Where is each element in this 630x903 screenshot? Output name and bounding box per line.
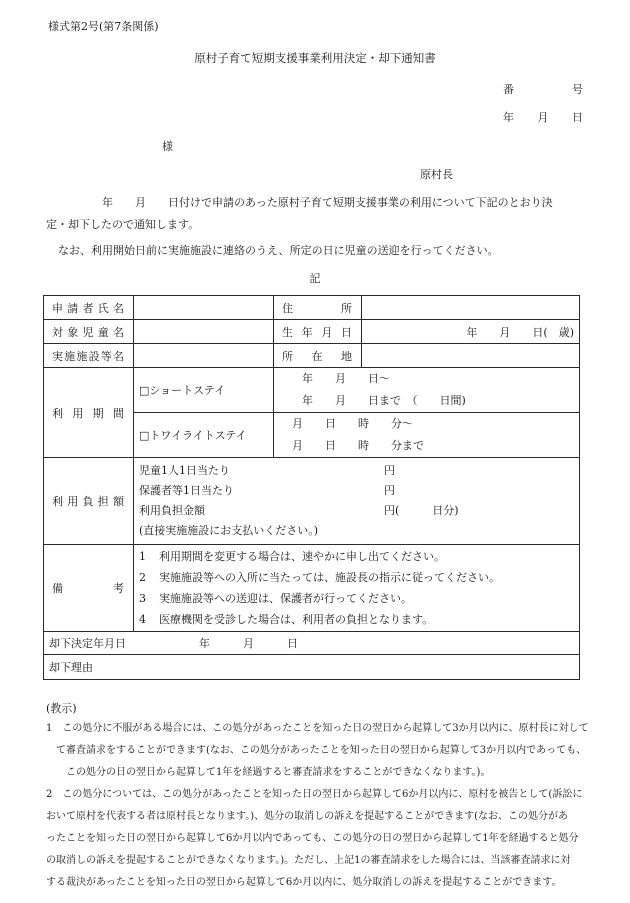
body-paragraph-2: なお、利用開始日前に実施施設に連絡のうえ、所定の日に児童の送迎を行ってください。 bbox=[58, 244, 499, 257]
fee-per-child-label: 児童1人1日当たり bbox=[139, 464, 230, 477]
reject-reason-row bbox=[44, 655, 580, 680]
remark-text: 実施施設等への入所に当たっては、施設長の指示に従ってください。 bbox=[159, 571, 500, 584]
location-label: 所 在 地 bbox=[274, 344, 362, 368]
fee-per-guardian-label: 保護者等1日当たり bbox=[139, 484, 234, 497]
instruction-line: する裁決があったことを知った日の翌日から起算して6か月以内に、処分取消しの訴えを提起することができます。 bbox=[46, 877, 562, 888]
child-value bbox=[134, 320, 274, 344]
table-row bbox=[44, 296, 580, 320]
remark-number: 1 bbox=[139, 550, 146, 563]
facility-value bbox=[134, 344, 274, 368]
fee-per-child bbox=[139, 461, 574, 481]
form-number: 様式第2号(第7条関係) bbox=[48, 20, 159, 33]
instruction-line: の取消しの訴えを提起することができなくなります。)。ただし、上記1の審査請求をした場合には、当該審査請求に対 bbox=[46, 855, 571, 866]
child-label: 対象児童名 bbox=[44, 320, 134, 344]
document-title: 原村子育て短期支援事業利用決定・却下通知書 bbox=[194, 51, 436, 65]
instruction-heading: (教示) bbox=[46, 702, 77, 715]
fee-total-unit: 円( 日分) bbox=[384, 504, 459, 517]
instruction-line: ったことを知った日の翌日から起算して6か月以内であっても、この処分の日の翌日から起算して1年を経過すると処分 bbox=[46, 833, 579, 844]
period-label: 利用期間 bbox=[44, 368, 134, 458]
short-stay-period bbox=[274, 368, 580, 413]
remark-number: 3 bbox=[139, 592, 146, 605]
instruction-line: この処分の日の翌日から起算して1年を経過すると審査請求をすることができなくなります。)。 bbox=[46, 767, 491, 778]
fee-per-guardian bbox=[139, 481, 574, 501]
fee-label: 利用負担額 bbox=[44, 458, 134, 545]
reject-date-label: 却下決定年月日 bbox=[49, 637, 126, 650]
address-value bbox=[362, 296, 580, 320]
remark-text: 利用期間を変更する場合は、速やかに申し出てください。 bbox=[159, 550, 445, 563]
remark-number: 4 bbox=[139, 613, 146, 626]
instruction-line: 2 この処分については、この処分があったことを知った日の翌日から起算して6か月以内に、原村を被告として(訴訟に bbox=[46, 789, 583, 800]
table-row bbox=[44, 458, 580, 545]
issue-date-line bbox=[503, 109, 583, 125]
short-stay-to: 年 月 日まで （ 日間) bbox=[302, 394, 466, 407]
fee-per-child-unit: 円 bbox=[384, 464, 395, 477]
body-paragraph-line-1: 年 月 日付けで申請のあった原村子育て短期支援事業の利用について下記のとおり決 bbox=[102, 196, 553, 209]
table-row bbox=[44, 655, 580, 680]
addressee-honorific: 様 bbox=[162, 140, 173, 153]
birth-label: 生年月日 bbox=[274, 320, 362, 344]
twilight-stay-option: □トワイライトステイ bbox=[134, 413, 274, 458]
body-paragraph-line-2: 定・却下したので通知します。 bbox=[46, 218, 200, 231]
remarks-label: 備 考 bbox=[44, 545, 134, 632]
short-stay-from: 年 月 日～ bbox=[302, 372, 390, 385]
instruction-line: 1 この処分に不服がある場合には、この処分があったことを知った日の翌日から起算して3か月以内に、原村長に対して bbox=[46, 723, 589, 734]
remarks-list bbox=[134, 545, 580, 632]
table-row bbox=[44, 632, 580, 655]
instruction-line: おいて原村を代表する者は原村長となります。)、処分の取消しの訴えを提起することができます(なお、この処分があ bbox=[46, 811, 569, 822]
fee-note bbox=[139, 521, 574, 541]
table-row bbox=[44, 320, 580, 344]
instruction-line: て審査請求をすることができます(なお、この処分があったことを知った日の翌日から起算して3か月以内であっても、 bbox=[46, 745, 587, 756]
remark-number: 2 bbox=[139, 571, 146, 584]
remark-text: 医療機関を受診した場合は、利用者の負担となります。 bbox=[159, 613, 434, 626]
reject-date-row bbox=[44, 632, 580, 655]
remark-item bbox=[139, 567, 574, 588]
location-value bbox=[362, 344, 580, 368]
remark-item bbox=[139, 588, 574, 609]
reject-reason-label: 却下理由 bbox=[49, 661, 93, 674]
go-label: 号 bbox=[572, 83, 583, 96]
table-row bbox=[44, 368, 580, 413]
document-number-line bbox=[503, 81, 583, 97]
address-label: 住 所 bbox=[274, 296, 362, 320]
remark-item bbox=[139, 546, 574, 567]
table-row bbox=[44, 344, 580, 368]
month-label: 月 bbox=[537, 111, 549, 124]
ki-heading: 記 bbox=[309, 272, 321, 285]
table-row bbox=[44, 545, 580, 632]
birth-value: 年 月 日( 歳) bbox=[362, 320, 580, 344]
fee-note-text: (直接実施施設にお支払いください。) bbox=[139, 524, 319, 537]
applicant-label: 申請者氏名 bbox=[44, 296, 134, 320]
facility-label: 実施施設等名 bbox=[44, 344, 134, 368]
issuer-name: 原村長 bbox=[420, 168, 453, 181]
fee-details bbox=[134, 458, 580, 545]
fee-total-label: 利用負担金額 bbox=[139, 504, 205, 517]
fee-total bbox=[139, 501, 574, 521]
fee-per-guardian-unit: 円 bbox=[384, 484, 395, 497]
day-label: 日 bbox=[572, 111, 583, 124]
details-table bbox=[43, 295, 580, 680]
remark-item bbox=[139, 609, 574, 630]
twilight-stay-from: 月 日 時 分～ bbox=[292, 417, 413, 430]
reject-date-value: 年 月 日 bbox=[199, 637, 298, 650]
twilight-stay-period bbox=[274, 413, 580, 458]
applicant-value bbox=[134, 296, 274, 320]
ban-label: 番 bbox=[503, 83, 514, 96]
short-stay-option: □ショートステイ bbox=[134, 368, 274, 413]
twilight-stay-to: 月 日 時 分まで bbox=[292, 439, 424, 452]
remark-text: 実施施設等への送迎は、保護者が行ってください。 bbox=[159, 592, 412, 605]
year-label: 年 bbox=[503, 111, 514, 124]
